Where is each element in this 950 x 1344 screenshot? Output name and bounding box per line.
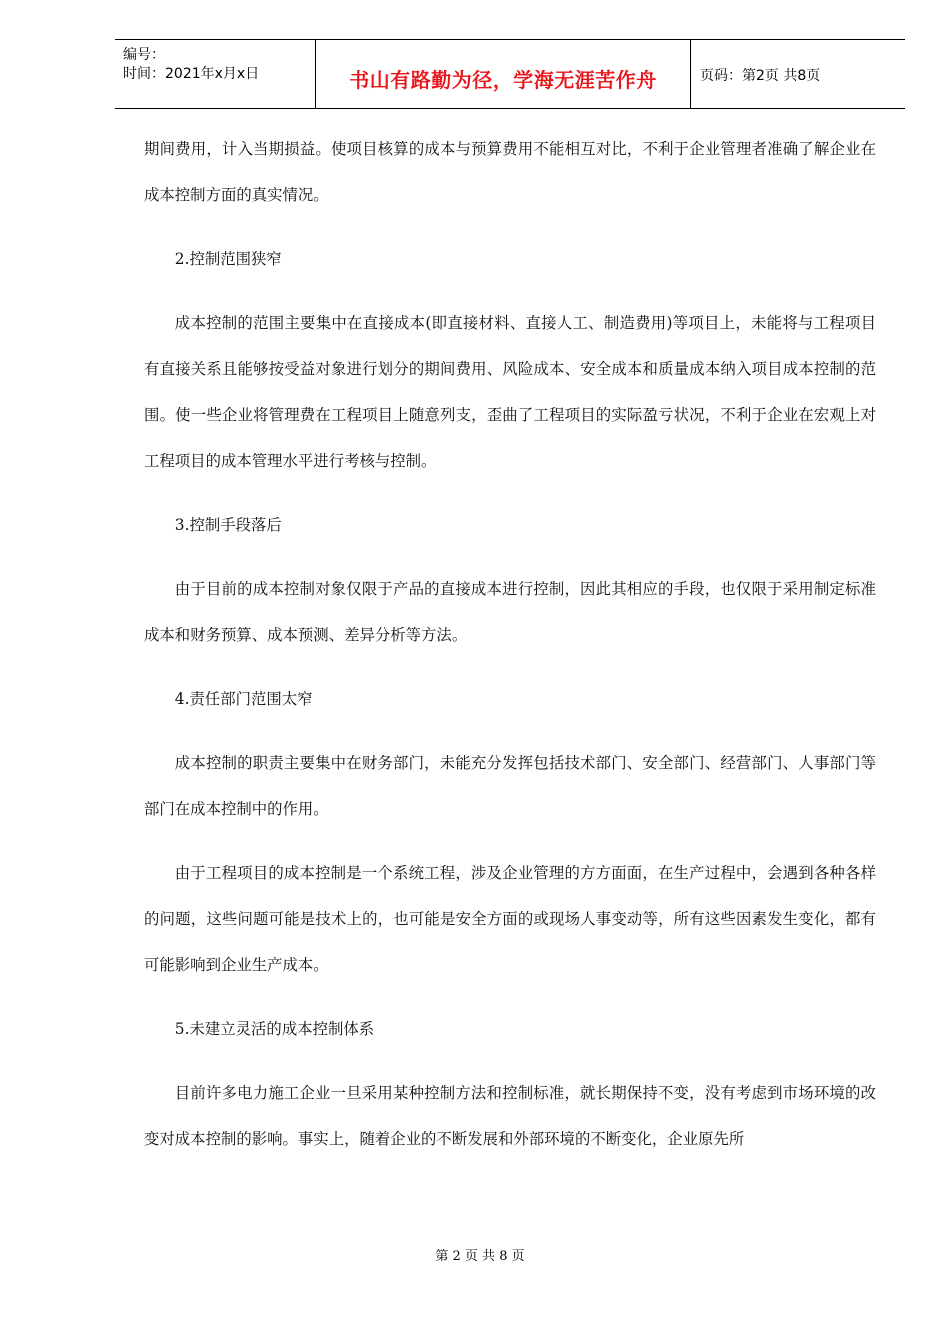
header-meta-cell xyxy=(115,40,315,108)
paragraph: 期间费用，计入当期损益。使项目核算的成本与预算费用不能相互对比，不利于企业管理者准确了解企业在成本控制方面的真实情况。 xyxy=(144,140,876,204)
paragraph: 目前许多电力施工企业一旦采用某种控制方法和控制标准，就长期保持不变，没有考虑到市场环境的改变对成本控制的影响。事实上，随着企业的不断发展和外部环境的不断变化，企业原先所 xyxy=(144,1084,876,1148)
paragraph: 由于工程项目的成本控制是一个系统工程，涉及企业管理的方方面面，在生产过程中，会遇到各种各样的问题，这些问题可能是技术上的，也可能是安全方面的或现场人事变动等，所有这些因素发生变化，都有可能影响到企业生产成本。 xyxy=(144,864,876,974)
header-page-cell xyxy=(690,40,905,108)
section-heading: 4.责任部门范围太窄 xyxy=(174,690,313,708)
paragraph: 成本控制的职责主要集中在财务部门，未能充分发挥包括技术部门、安全部门、经营部门、人事部门等部门在成本控制中的作用。 xyxy=(144,754,876,818)
page-footer: 第 2 页 共 8 页 xyxy=(435,1249,525,1264)
serial-label: 编号： xyxy=(123,47,165,63)
section-heading: 5.未建立灵活的成本控制体系 xyxy=(174,1020,375,1038)
header-motto-cell xyxy=(315,40,691,108)
motto-text: 书山有路勤为径，学海无涯苦作舟 xyxy=(349,68,657,92)
time-label: 时间：2021年x月x日 xyxy=(123,66,260,82)
document-body xyxy=(144,126,876,1162)
section-heading: 2.控制范围狭窄 xyxy=(174,250,282,268)
paragraph: 由于目前的成本控制对象仅限于产品的直接成本进行控制，因此其相应的手段，也仅限于采用制定标准成本和财务预算、成本预测、差异分析等方法。 xyxy=(144,580,876,644)
paragraph: 成本控制的范围主要集中在直接成本(即直接材料、直接人工、制造费用)等项目上，未能将与工程项目有直接关系且能够按受益对象进行划分的期间费用、风险成本、安全成本和质量成本纳入项目成本控制的范围。使一些企业将管理费在工程项目上随意列支，歪曲了工程项目的实际盈亏状况，不利于企业在宏观上对工程项目的成本管理水平进行考核与控制。 xyxy=(144,314,876,470)
page-header xyxy=(115,39,905,109)
page-info: 页码：第2页 共8页 xyxy=(700,68,821,84)
section-heading: 3.控制手段落后 xyxy=(174,516,282,534)
